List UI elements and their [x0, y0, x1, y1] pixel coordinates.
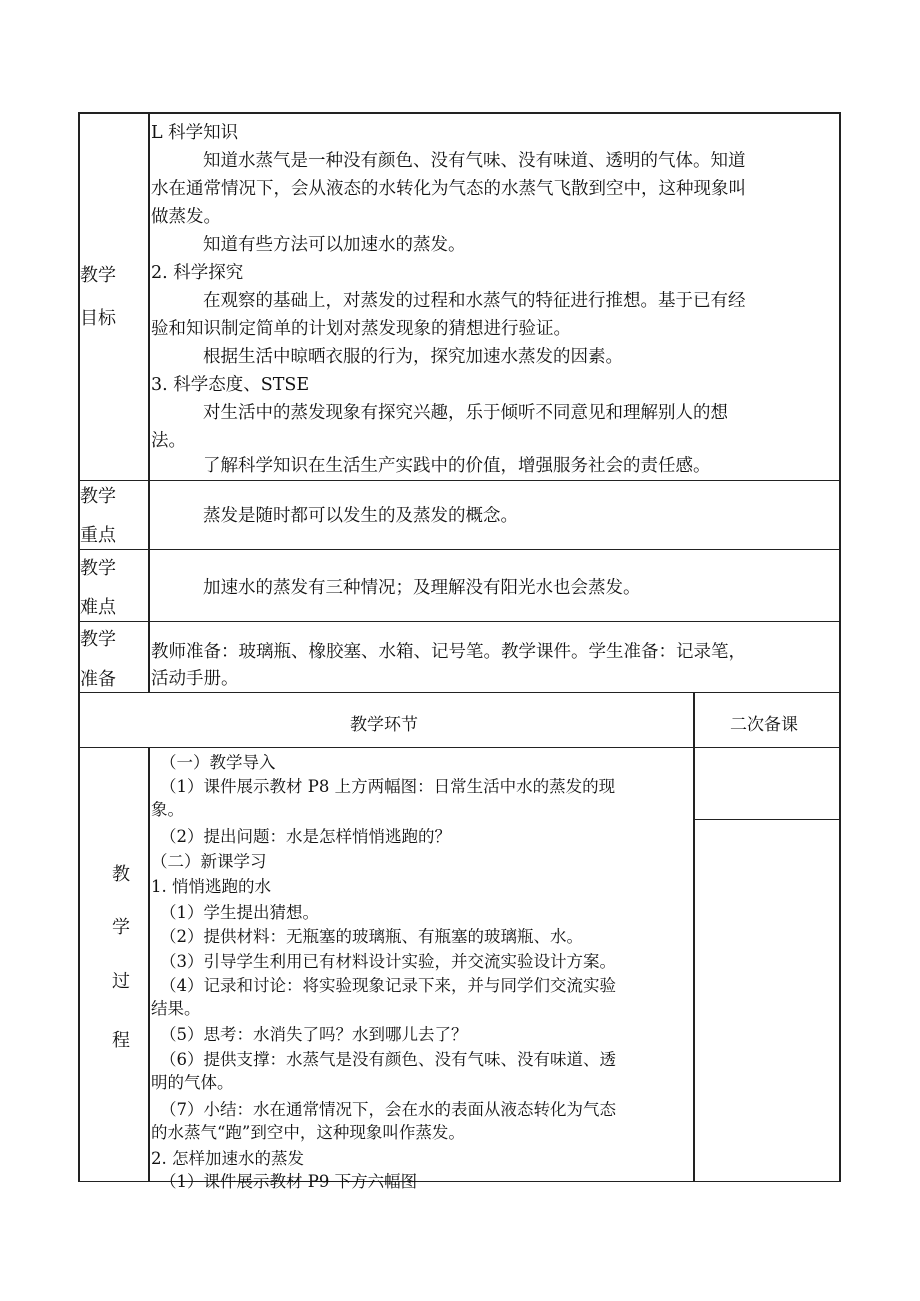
keypoints-text: 蒸发是随时都可以发生的及蒸发的概念。 — [203, 506, 518, 526]
process-label-char: 过 — [112, 971, 130, 992]
process-text-line: （5）思考：水消失了吗？水到哪儿去了？ — [160, 1025, 468, 1044]
goals-text-line: 知道有些方法可以加速水的蒸发。 — [203, 235, 466, 255]
notes-cell-divider — [693, 819, 840, 820]
process-subheading: 1. 悄悄逃跑的水 — [151, 877, 271, 896]
process-text-line: 的水蒸气“跑”到空中，这种现象叫作蒸发。 — [151, 1123, 465, 1142]
process-text-line: （7）小结：水在通常情况下，会在水的表面从液态转化为气态 — [160, 1100, 616, 1119]
row-divider-goals — [78, 480, 840, 481]
goals-text-line: 根据生活中晾晒衣服的行为，探究加速水蒸发的因素。 — [203, 347, 623, 367]
process-text-line: 明的气体。 — [151, 1073, 234, 1092]
row-divider-header — [78, 747, 840, 748]
difficulties-text: 加速水的蒸发有三种情况；及理解没有阳光水也会蒸发。 — [203, 578, 641, 598]
goals-heading-knowledge: L 科学知识 — [151, 123, 239, 143]
process-text-line: （1）课件展示教材 P8 上方两幅图：日常生活中水的蒸发的现 — [160, 777, 616, 796]
goals-heading-attitude: 3. 科学态度、STSE — [151, 375, 310, 395]
goals-text-line: 了解科学知识在生活生产实践中的价值，增强服务社会的责任感。 — [203, 456, 711, 476]
keypoints-label-line-2: 重点 — [80, 525, 116, 546]
header-column-divider — [693, 692, 695, 1182]
preparation-label-line-1: 教学 — [80, 629, 116, 650]
goals-label-line-2: 目标 — [80, 308, 116, 329]
goals-text-line: 对生活中的蒸发现象有探究兴趣，乐于倾听不同意见和理解别人的想 — [203, 403, 728, 423]
difficulties-label-line-1: 教学 — [80, 558, 116, 579]
goals-text-line: 验和知识制定简单的计划对蒸发现象的猜想进行验证。 — [151, 319, 571, 339]
goals-text-line: 做蒸发。 — [151, 207, 221, 227]
process-subheading: 2. 怎样加速水的蒸发 — [151, 1149, 304, 1168]
goals-text-line: 法。 — [151, 431, 186, 451]
process-label-char: 教 — [112, 864, 130, 885]
process-text-line: （2）提供材料：无瓶塞的玻璃瓶、有瓶塞的玻璃瓶、水。 — [160, 927, 583, 946]
preparation-text-line-2: 活动手册。 — [151, 669, 239, 689]
goals-heading-inquiry: 2. 科学探究 — [151, 263, 244, 283]
process-text-line: （6）提供支撑：水蒸气是没有颜色、没有气味、没有味道、透 — [160, 1050, 616, 1069]
table-border-top — [78, 112, 840, 114]
label-column-divider — [148, 112, 150, 692]
process-label-char: 学 — [112, 917, 130, 938]
goals-label-line-1: 教学 — [80, 265, 116, 286]
process-text-line: 象。 — [151, 800, 184, 819]
process-text-line: （4）记录和讨论：将实验现象记录下来，并与同学们交流实验 — [160, 976, 616, 995]
row-divider-difficulties — [78, 621, 840, 622]
process-text-line: （3）引导学生利用已有材料设计实验，并交流实验设计方案。 — [160, 952, 616, 971]
process-text-line: （1）学生提出猜想。 — [160, 903, 319, 922]
process-column-divider — [148, 747, 150, 1182]
process-text-line: （1）课件展示教材 P9 下方六幅图 — [160, 1172, 418, 1191]
process-heading-intro: （一）教学导入 — [160, 753, 276, 772]
goals-text-line: 知道水蒸气是一种没有颜色、没有气味、没有味道、透明的气体。知道 — [203, 151, 746, 171]
keypoints-label-line-1: 教学 — [80, 486, 116, 507]
process-clipped-line-wrapper — [150, 1172, 690, 1191]
preparation-label-line-2: 准备 — [80, 669, 116, 690]
table-border-right — [839, 112, 841, 1182]
process-label-char: 程 — [112, 1030, 130, 1051]
goals-text-line: 水在通常情况下，会从液态的水转化为气态的水蒸气飞散到空中，这种现象叫 — [151, 179, 746, 199]
preparation-text-line-1: 教师准备：玻璃瓶、橡胶塞、水箱、记号笔。教学课件。学生准备：记录笔， — [151, 642, 746, 662]
goals-text-line: 在观察的基础上，对蒸发的过程和水蒸气的特征进行推想。基于已有经 — [203, 291, 746, 311]
process-text-line: 结果。 — [151, 999, 201, 1018]
row-divider-keypoints — [78, 549, 840, 550]
section-header-teaching-steps: 教学环节 — [350, 715, 418, 735]
section-header-second-preparation: 二次备课 — [730, 715, 798, 735]
process-heading-new-lesson: （二）新课学习 — [151, 852, 267, 871]
difficulties-label-line-2: 难点 — [80, 597, 116, 618]
process-text-line: （2）提出问题：水是怎样悄悄逃跑的？ — [160, 827, 451, 846]
